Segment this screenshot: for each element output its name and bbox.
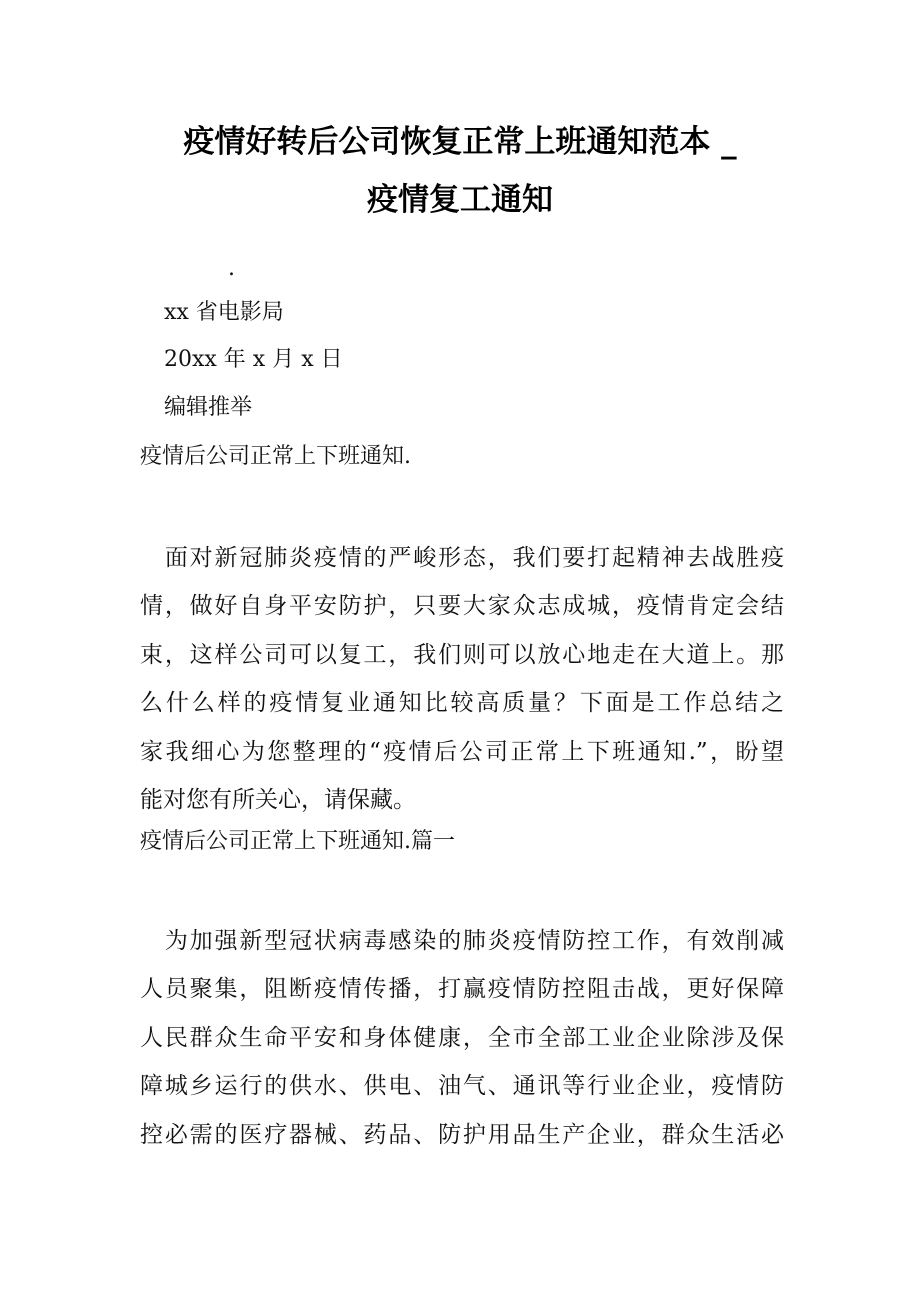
date-label: 20xx 年 x 月 x 日 (164, 347, 343, 372)
paragraph-line: 能对您有所关心，请保藏。 (140, 787, 416, 814)
paragraph-line: 障城乡运行的供水、供电、油气、通讯等行业企业，疫情防 (140, 1073, 784, 1100)
paragraph-line: 么什么样的疫情复业通知比较高质量？下面是工作总结之 (140, 690, 784, 717)
paragraph-line: 人民群众生命平安和身体健康，全市全部工业企业除涉及保 (140, 1024, 784, 1051)
paragraph-line: 家我细心为您整理的“疫情后公司正常上下班通知.”，盼望 (140, 738, 784, 765)
paragraph-line: 人员聚集，阻断疫情传播，打赢疫情防控阻击战，更好保障 (140, 976, 784, 1003)
document-title-line-1: 疫情好转后公司恢复正常上班通知范本 _ (183, 124, 737, 160)
section-heading: 疫情后公司正常上下班通知. (140, 444, 411, 469)
paragraph-line: 情，做好自身平安防护，只要大家众志成城，疫情肯定会结 (140, 593, 784, 620)
paragraph-line: 束，这样公司可以复工，我们则可以放心地走在大道上。那 (140, 641, 784, 668)
intro-paragraph (140, 534, 784, 824)
source-label: xx 省电影局 (164, 300, 284, 325)
section-heading-part-one: 疫情后公司正常上下班通知.篇一 (140, 829, 455, 854)
document-title-line-2: 疫情复工通知 (367, 182, 553, 218)
paragraph-line: 为加强新型冠状病毒感染的肺炎疫情防控工作，有效削减 (140, 928, 784, 954)
paragraph-line: 面对新冠肺炎疫情的严峻形态，我们要打起精神去战胜疫 (140, 545, 784, 571)
separator-dot: . (228, 256, 235, 281)
editor-recommend-label: 编辑推举 (164, 395, 253, 420)
paragraph-line: 控必需的医疗器械、药品、防护用品生产企业，群众生活必 (140, 1121, 784, 1148)
body-paragraph (140, 917, 784, 1159)
